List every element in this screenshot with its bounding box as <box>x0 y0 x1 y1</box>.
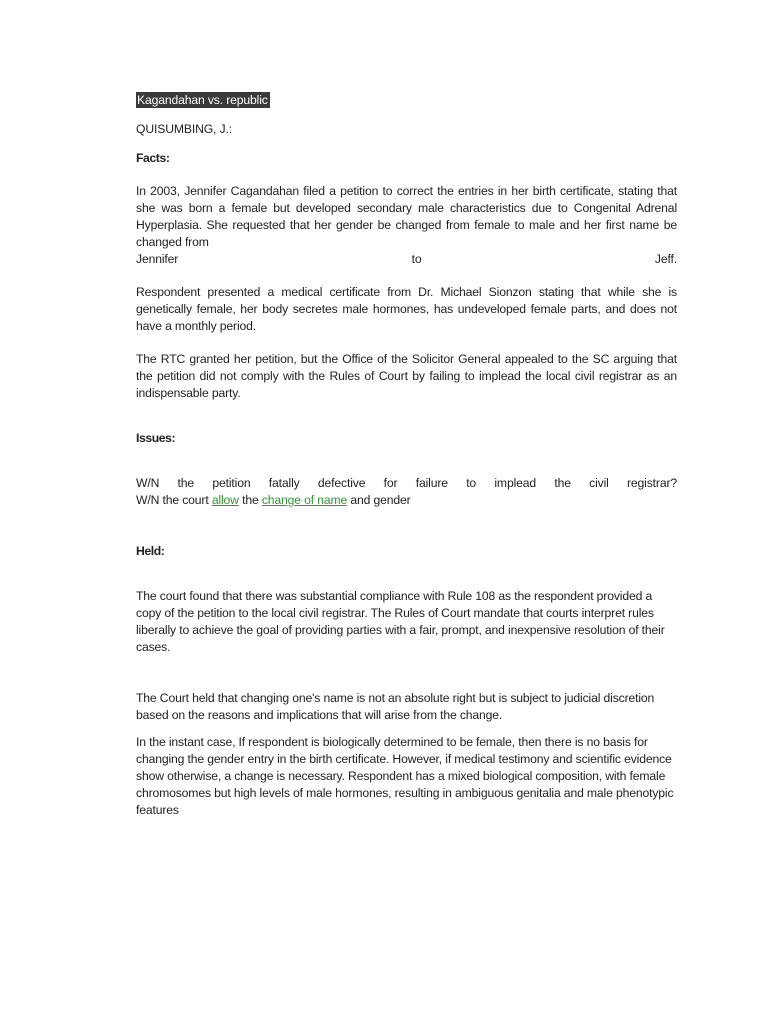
facts-paragraph-2: Respondent presented a medical certificate from Dr. Michael Sionzon stating that while she is genetically female, her body secretes male hormones, has undeveloped female parts, and does not have a monthly period. <box>136 285 677 333</box>
issue-1: W/N the petition fatally defective for failure to implead the civil registrar? <box>136 476 677 490</box>
facts-heading: Facts: <box>136 151 170 165</box>
issue-2-suffix: and gender <box>350 493 411 507</box>
document-title[interactable]: Kagandahan vs. republic <box>137 93 268 107</box>
issue-2-mid: the <box>242 493 259 507</box>
held-paragraph-2: The Court held that changing one's name is not an absolute right but is subject to judicial discretion based on the reasons and implications that will arise from the change. <box>136 691 655 722</box>
issue-2 <box>136 492 677 509</box>
issues-list <box>136 475 677 509</box>
facts-paragraph-1 <box>136 183 677 268</box>
issues-heading: Issues: <box>136 431 176 445</box>
change-of-name-link[interactable]: change of name <box>261 493 348 507</box>
allow-link[interactable]: allow <box>211 493 239 507</box>
held-paragraph-1: The court found that there was substantial compliance with Rule 108 as the respondent provided a copy of the petition to the local civil registrar. The Rules of Court mandate that courts interpret rules liberally to achieve the goal of providing parties with a fair, prompt, and inexpensive resolution of their cases. <box>136 589 665 654</box>
document-page <box>136 92 677 819</box>
author-line: QUISUMBING, J.: <box>136 122 232 136</box>
held-heading: Held: <box>136 544 165 558</box>
facts-paragraph-1-body: In 2003, Jennifer Cagandahan filed a petition to correct the entries in her birth certificate, stating that she was born a female but developed secondary male characteristics due to Congenital Adrenal Hyperplasia. She requested that her gender be changed from female to male and her first name be changed from <box>136 184 677 249</box>
facts-paragraph-3: The RTC granted her petition, but the Office of the Solicitor General appealed to the SC arguing that the petition did not comply with the Rules of Court by failing to implead the local civil registrar as an indispensable party. <box>136 352 677 400</box>
facts-paragraph-1-last-line: Jennifer to Jeff. <box>136 252 677 266</box>
document-title-line <box>136 92 677 109</box>
issue-2-prefix: W/N the court <box>136 493 209 507</box>
held-paragraph-3: In the instant case, If respondent is biologically determined to be female, then there is no basis for changing the gender entry in the birth certificate. However, if medical testimony and scientific evidence show otherwise, a change is necessary. Respondent has a mixed biological composition, with female chromosomes but high levels of male hormones, resulting in ambiguous genitalia and male phenotypic features <box>136 735 674 817</box>
